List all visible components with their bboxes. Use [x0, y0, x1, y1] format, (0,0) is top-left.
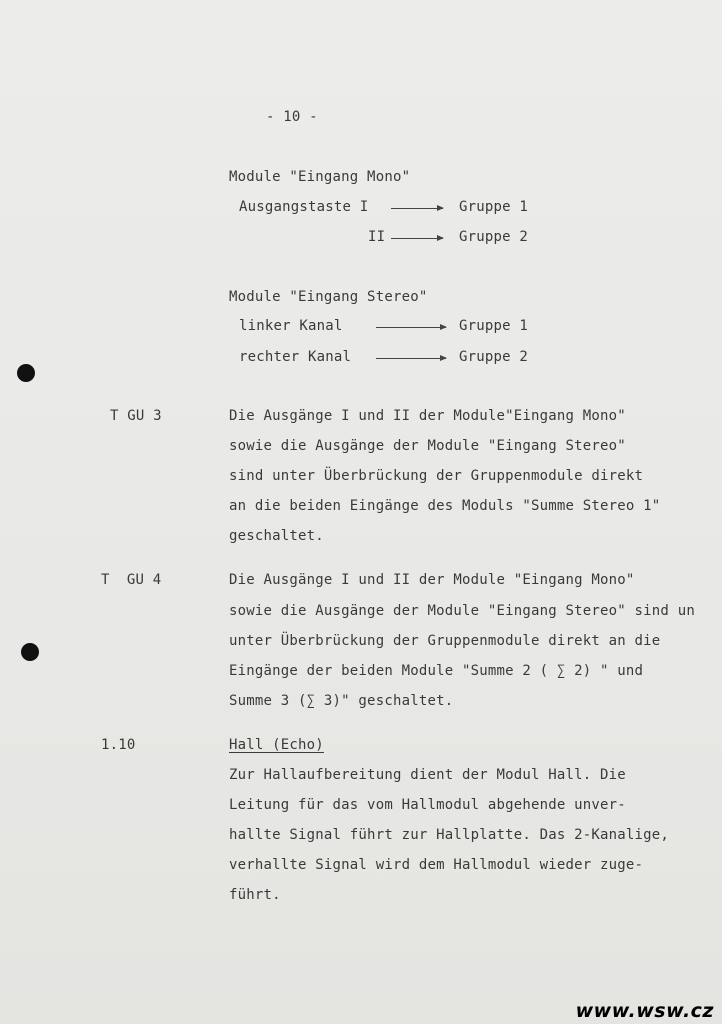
- stereo-row2-left: rechter Kanal: [239, 349, 352, 365]
- section-gu4-line: Summe 3 (∑ 3)" geschaltet.: [229, 693, 454, 709]
- mono-row2-right: Gruppe 2: [459, 229, 529, 245]
- mono-row1-right: Gruppe 1: [459, 199, 529, 215]
- stereo-row1-right: Gruppe 1: [459, 318, 529, 334]
- section-110-line: führt.: [229, 887, 281, 903]
- section-110-line: hallte Signal führt zur Hallplatte. Das 2-Kanalige,: [229, 827, 670, 843]
- stereo-row2-right: Gruppe 2: [459, 349, 529, 365]
- mono-row2-arrow: [391, 238, 443, 239]
- section-gu3-label: T GU 3: [110, 408, 162, 424]
- watermark: www.wsw.cz: [575, 1000, 714, 1022]
- section-gu4-line: unter Überbrückung der Gruppenmodule direkt an die: [229, 633, 661, 649]
- section-110-line: Zur Hallaufbereitung dient der Modul Hall. Die: [229, 767, 626, 783]
- section-110-line: Leitung für das vom Hallmodul abgehende unver-: [229, 797, 626, 813]
- section-gu3-line: an die beiden Eingänge des Moduls "Summe Stereo 1": [229, 498, 661, 514]
- stereo-row2-arrow: [376, 358, 446, 359]
- section-gu3-line: sowie die Ausgänge der Module "Eingang Stereo": [229, 438, 626, 454]
- mono-row2-left: II: [368, 229, 386, 245]
- page-number: - 10 -: [266, 109, 318, 125]
- section-110-line: verhallte Signal wird dem Hallmodul wieder zuge-: [229, 857, 644, 873]
- section-gu4-line: sowie die Ausgänge der Module "Eingang Stereo" sind un: [229, 603, 695, 619]
- section-gu4-label: T GU 4: [101, 572, 162, 588]
- section-gu3-line: sind unter Überbrückung der Gruppenmodule direkt: [229, 468, 644, 484]
- punch-hole-bottom: [21, 643, 39, 661]
- mono-title: Module "Eingang Mono": [229, 169, 411, 185]
- section-gu3-line: Die Ausgänge I und II der Module"Eingang Mono": [229, 408, 626, 424]
- stereo-title: Module "Eingang Stereo": [229, 289, 428, 305]
- mono-row1-arrow: [391, 208, 443, 209]
- section-110-heading: Hall (Echo): [229, 737, 324, 753]
- section-gu4-line: Die Ausgänge I und II der Module "Eingang Mono": [229, 572, 635, 588]
- section-gu3-line: geschaltet.: [229, 528, 324, 544]
- section-gu4-line: Eingänge der beiden Module "Summe 2 ( ∑ 2) " und: [229, 663, 644, 679]
- punch-hole-top: [17, 364, 35, 382]
- section-110-label: 1.10: [101, 737, 136, 753]
- mono-row1-left: Ausgangstaste I: [239, 199, 369, 215]
- stereo-row1-left: linker Kanal: [239, 318, 343, 334]
- stereo-row1-arrow: [376, 327, 446, 328]
